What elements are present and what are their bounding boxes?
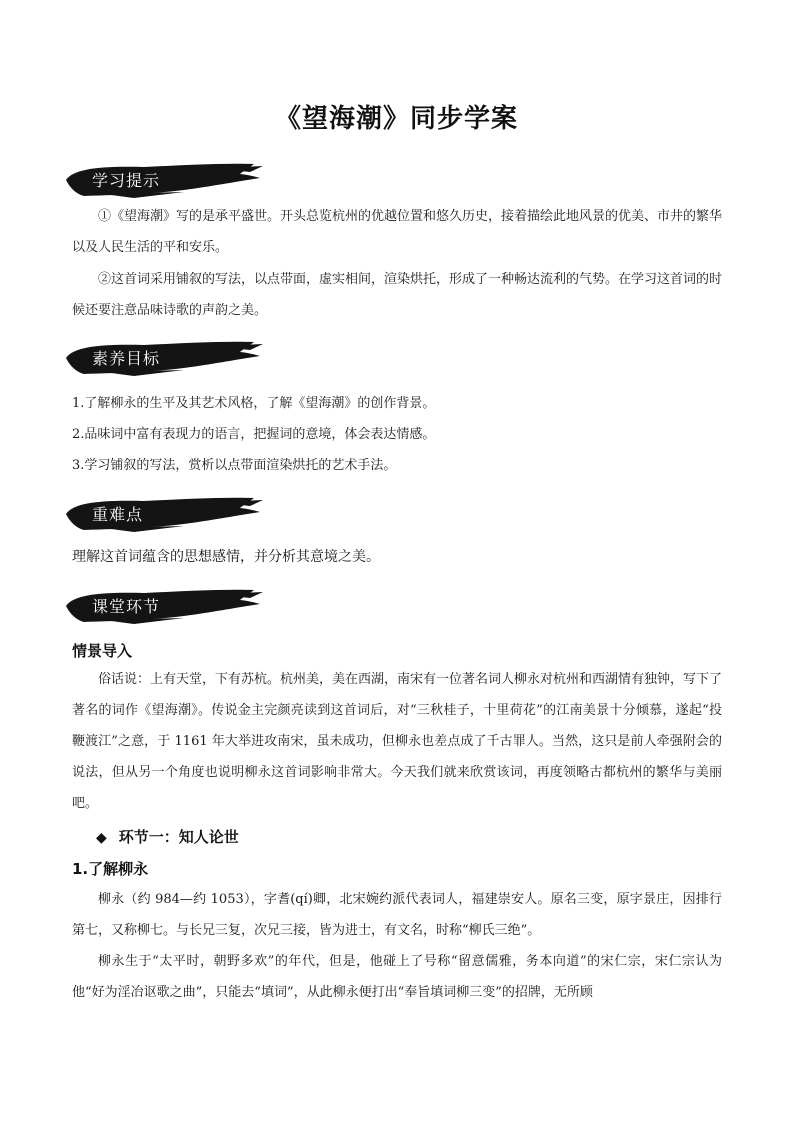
page-title: 《望海潮》同步学案 [274, 104, 518, 134]
goal-item-2: 2.品味词中富有表现力的语言，把握词的意境，体会表达情感。 [72, 427, 436, 442]
tips-paragraph-1: ①《望海潮》写的是承平盛世。开头总览杭州的优越位置和悠久历史，接着描绘此地风景的优美、市井的繁华以及人民生活的平和安乐。 [72, 209, 723, 255]
liuyong-paragraph-1: 柳永（约 984—约 1053），字耆(qí)卿，北宋婉约派代表词人，福建崇安人。原名三变，原字景庄，因排行第七，又称柳七。与长兄三复，次兄三接，皆为进士，有文名，时称“柳氏三绝”。 [72, 892, 722, 938]
section-label: 重难点 [92, 505, 144, 524]
diamond-icon: ◆ [96, 830, 107, 846]
step-1-label: 环节一：知人论世 [118, 828, 239, 846]
intro-paragraph: 俗话说：上有天堂，下有苏杭。杭州美，美在西湖，南宋有一位著名词人柳永对杭州和西湖情有独钟，写下了著名的词作《望海潮》。传说金主完颜亮读到这首词后，对“三秋桂子，十里荷花”的江南美景十分倾慕，遂起“投鞭渡江”之意，于 1161 年大举进攻南宋，虽未成功，但柳永也差点成了千古罪人。当然，这只是前人牵强附会的说法，但从另一个角度也说明柳永这首词影响非常大。今天我们就来欣赏该词，再度领略古都杭州的繁华与美丽吧。 [72, 672, 723, 811]
key-points-text: 理解这首词蕴含的思想感情，并分析其意境之美。 [72, 549, 380, 565]
section-header-tips [64, 160, 264, 200]
subsection-heading-liuyong: 1.了解柳永 [72, 860, 149, 878]
goal-item-1: 1.了解柳永的生平及其艺术风格，了解《望海潮》的创作背景。 [72, 396, 436, 411]
step-1-heading [96, 826, 239, 847]
section-label: 学习提示 [92, 171, 161, 190]
section-label: 素养目标 [92, 349, 161, 368]
section-header-goals [64, 338, 264, 378]
tips-paragraph-2: ②这首词采用铺叙的写法，以点带面，虚实相间，渲染烘托，形成了一种畅达流利的气势。在学习这首词的时候还要注意品味诗歌的声韵之美。 [72, 272, 723, 318]
goal-item-3: 3.学习铺叙的写法，赏析以点带面渲染烘托的艺术手法。 [72, 458, 397, 473]
section-label: 课堂环节 [92, 597, 161, 616]
intro-heading: 情景导入 [72, 642, 133, 660]
section-header-class [64, 586, 264, 626]
liuyong-paragraph-2: 柳永生于“太平时，朝野多欢”的年代，但是，他碰上了号称“留意儒雅，务本向道”的宋仁宗，宋仁宗认为他“好为淫冶讴歌之曲”，只能去“填词”，从此柳永便打出“奉旨填词柳三变”的招牌，无所顾 [72, 954, 722, 1000]
section-header-key [64, 494, 264, 534]
